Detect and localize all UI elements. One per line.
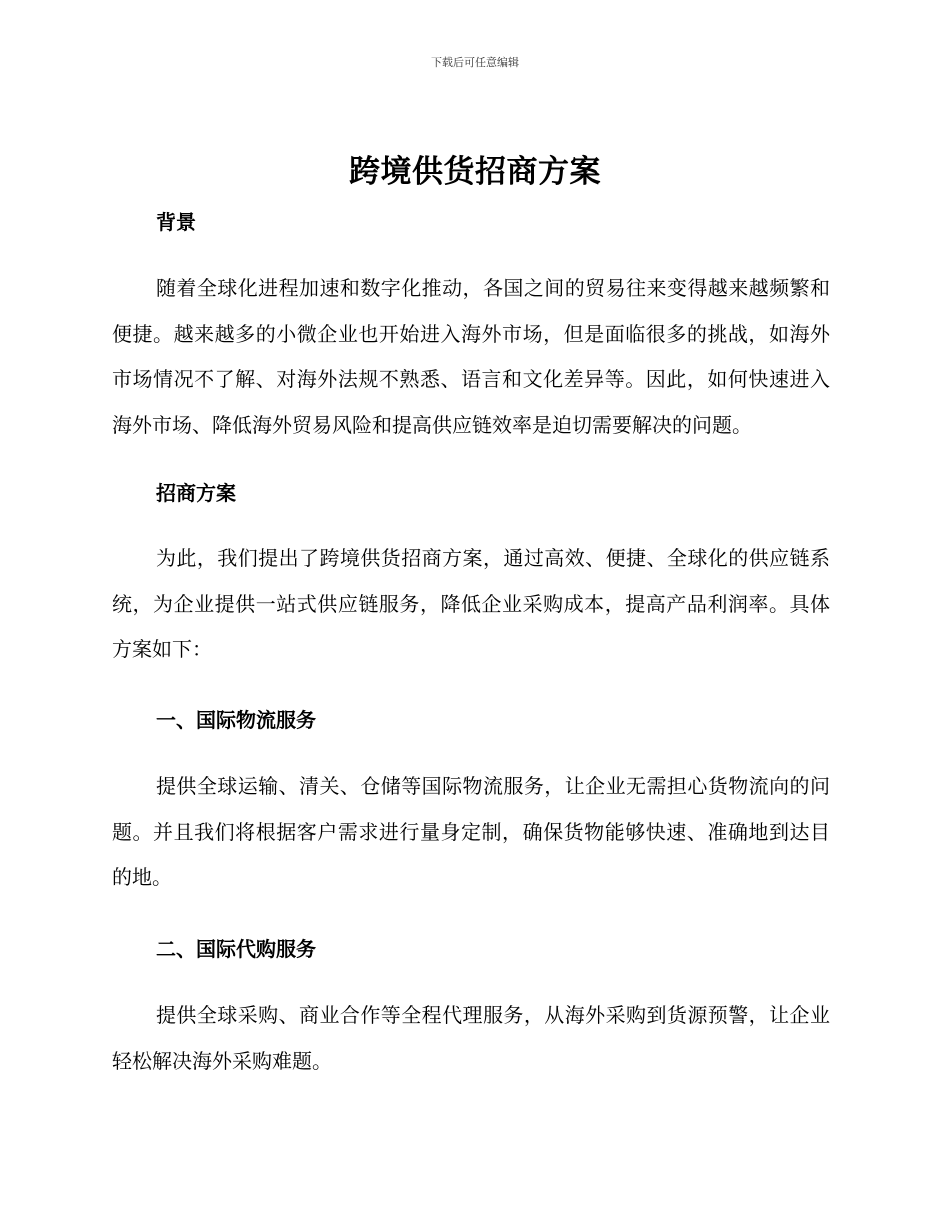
paragraph-logistics: 提供全球运输、清关、仓储等国际物流服务，让企业无需担心货物流向的问题。并且我们将根据客户需求进行量身定制，确保货物能够快速、准确地到达目的地。	[112, 773, 830, 890]
document-title: 跨境供货招商方案	[349, 154, 601, 190]
section-heading-background: 背景	[156, 210, 196, 234]
paragraph-purchasing: 提供全球采购、商业合作等全程代理服务，从海外采购到货源预警，让企业轻松解决海外采购难题。	[112, 1003, 830, 1073]
section-heading-purchasing: 二、国际代购服务	[156, 937, 316, 962]
paragraph-investment-plan: 为此，我们提出了跨境供货招商方案，通过高效、便捷、全球化的供应链系统，为企业提供一站式供应链服务，降低企业采购成本，提高产品利润率。具体方案如下：	[112, 545, 830, 662]
paragraph-background: 随着全球化进程加速和数字化推动，各国之间的贸易往来变得越来越频繁和便捷。越来越多的小微企业也开始进入海外市场，但是面临很多的挑战，如海外市场情况不了解、对海外法规不熟悉、语言和文化差异等。因此，如何快速进入海外市场、降低海外贸易风险和提高供应链效率是迫切需要解决的问题。	[112, 276, 830, 438]
document-body	[112, 206, 830, 1084]
section-heading-logistics: 一、国际物流服务	[156, 707, 316, 732]
section-heading-investment-plan: 招商方案	[156, 480, 236, 505]
page-header-note: 下载后可任意编辑	[431, 56, 519, 69]
